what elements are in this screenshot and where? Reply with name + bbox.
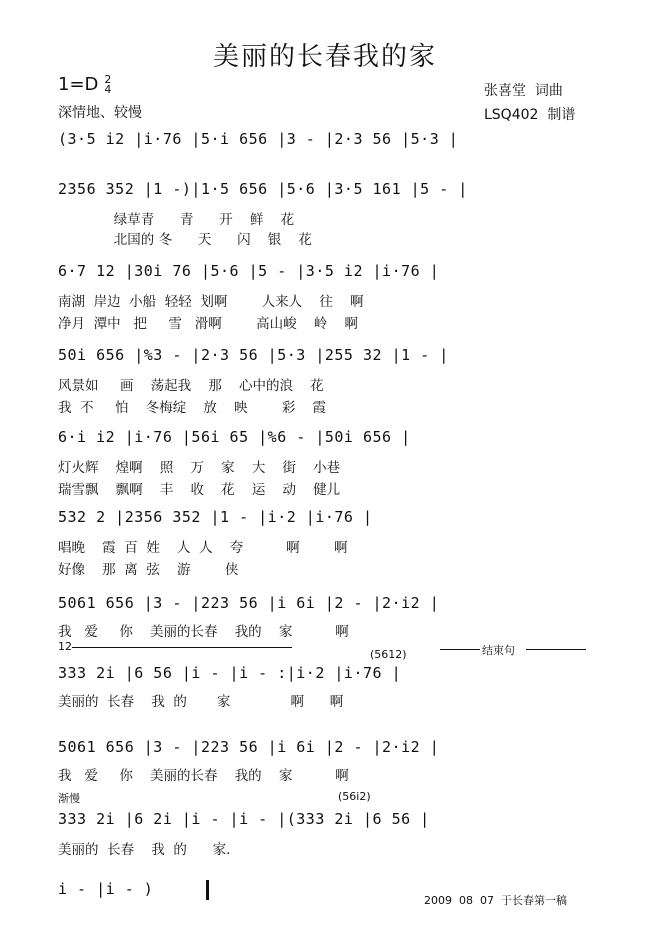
grace-notes-2: (56i2) [338, 790, 371, 803]
final-barline [206, 880, 209, 900]
lyrics-line-4a: 风景如 画 荡起我 那 心中的浪 花 [58, 378, 324, 394]
notation-line-8: 333 2i |6 56 |i - |i - :|i·2 |i·76 | [58, 664, 402, 682]
lyrics-line-7: 我 爱 你 美丽的长春 我的 家 啊 [58, 624, 349, 640]
ending-bracket-left [440, 649, 480, 650]
ritardando-marking: 渐慢 [58, 792, 80, 805]
notation-line-10: 333 2i |6 2i |i - |i - |(333 2i |6 56 | [58, 810, 430, 828]
ending-label: 结束句 [482, 644, 515, 657]
lyrics-line-2a: 绿草青 青 开 鲜 花 [58, 212, 295, 228]
lyrics-line-2b: 北国的 冬 天 闪 银 花 [58, 232, 312, 248]
lyrics-line-4b: 我 不 怕 冬梅绽 放 映 彩 霞 [58, 400, 327, 416]
date-footer: 2009 08 07 于长春第一稿 [424, 894, 567, 907]
notation-line-11: i - |i - ) [58, 880, 154, 898]
grace-notes-1: (5612) [370, 648, 407, 661]
lyrics-line-6b: 好像 那 离 弦 游 侠 [58, 562, 239, 578]
notation-line-1: (3·5 i2 |i·76 |5·i 656 |3 - |2·3 56 |5·3 | [58, 130, 459, 148]
lyrics-line-10: 美丽的 长春 我 的 家. [58, 842, 231, 858]
notation-line-9: 5061 656 |3 - |223 56 |i 6i |2 - |2·i2 | [58, 738, 440, 756]
time-signature [104, 75, 111, 95]
notation-line-2: 2356 352 |1 -)|1·5 656 |5·6 |3·5 161 |5 - | [58, 180, 468, 198]
lyrics-line-9: 我 爱 你 美丽的长春 我的 家 啊 [58, 768, 349, 784]
song-title: 美丽的长春我的家 [212, 42, 437, 72]
notation-line-7: 5061 656 |3 - |223 56 |i 6i |2 - |2·i2 | [58, 594, 440, 612]
notation-line-3: 6·7 12 |30i 76 |5·6 |5 - |3·5 i2 |i·76 | [58, 262, 440, 280]
tempo-marking: 深情地、较慢 [58, 105, 142, 121]
notation-line-5: 6·i i2 |i·76 |56i 65 |%6 - |50i 656 | [58, 428, 411, 446]
lyricist-credit: 张喜堂 词曲 [484, 83, 563, 99]
key-signature [58, 74, 111, 95]
notation-line-6: 532 2 |2356 352 |1 - |i·2 |i·76 | [58, 508, 373, 526]
lyrics-line-5b: 瑞雪飘 飘啊 丰 收 花 运 动 健儿 [58, 482, 341, 498]
ending-bracket-right [526, 649, 586, 650]
lyrics-line-8: 美丽的 长春 我 的 家 啊 啊 [58, 694, 344, 710]
time-sig-top: 2 [104, 73, 112, 86]
lyrics-line-3b: 净月 潭中 把 雪 滑啊 高山峻 岭 啊 [58, 316, 358, 332]
key-label: 1=D [58, 74, 99, 95]
lyrics-line-5a: 灯火辉 煌啊 照 万 家 大 街 小巷 [58, 460, 341, 476]
lyrics-line-3a: 南湖 岸边 小船 轻轻 划啊 人来人 往 啊 [58, 294, 364, 310]
arranger-credit: LSQ402 制谱 [484, 107, 576, 123]
notation-line-4: 50i 656 |%3 - |2·3 56 |5·3 |255 32 |1 - | [58, 346, 449, 364]
volta-bracket-line [72, 647, 292, 648]
volta-bracket-label: 12 [58, 640, 72, 653]
time-sig-bottom: 4 [104, 83, 112, 96]
lyrics-line-6a: 唱晚 霞 百 姓 人 人 夸 啊 啊 [58, 540, 348, 556]
